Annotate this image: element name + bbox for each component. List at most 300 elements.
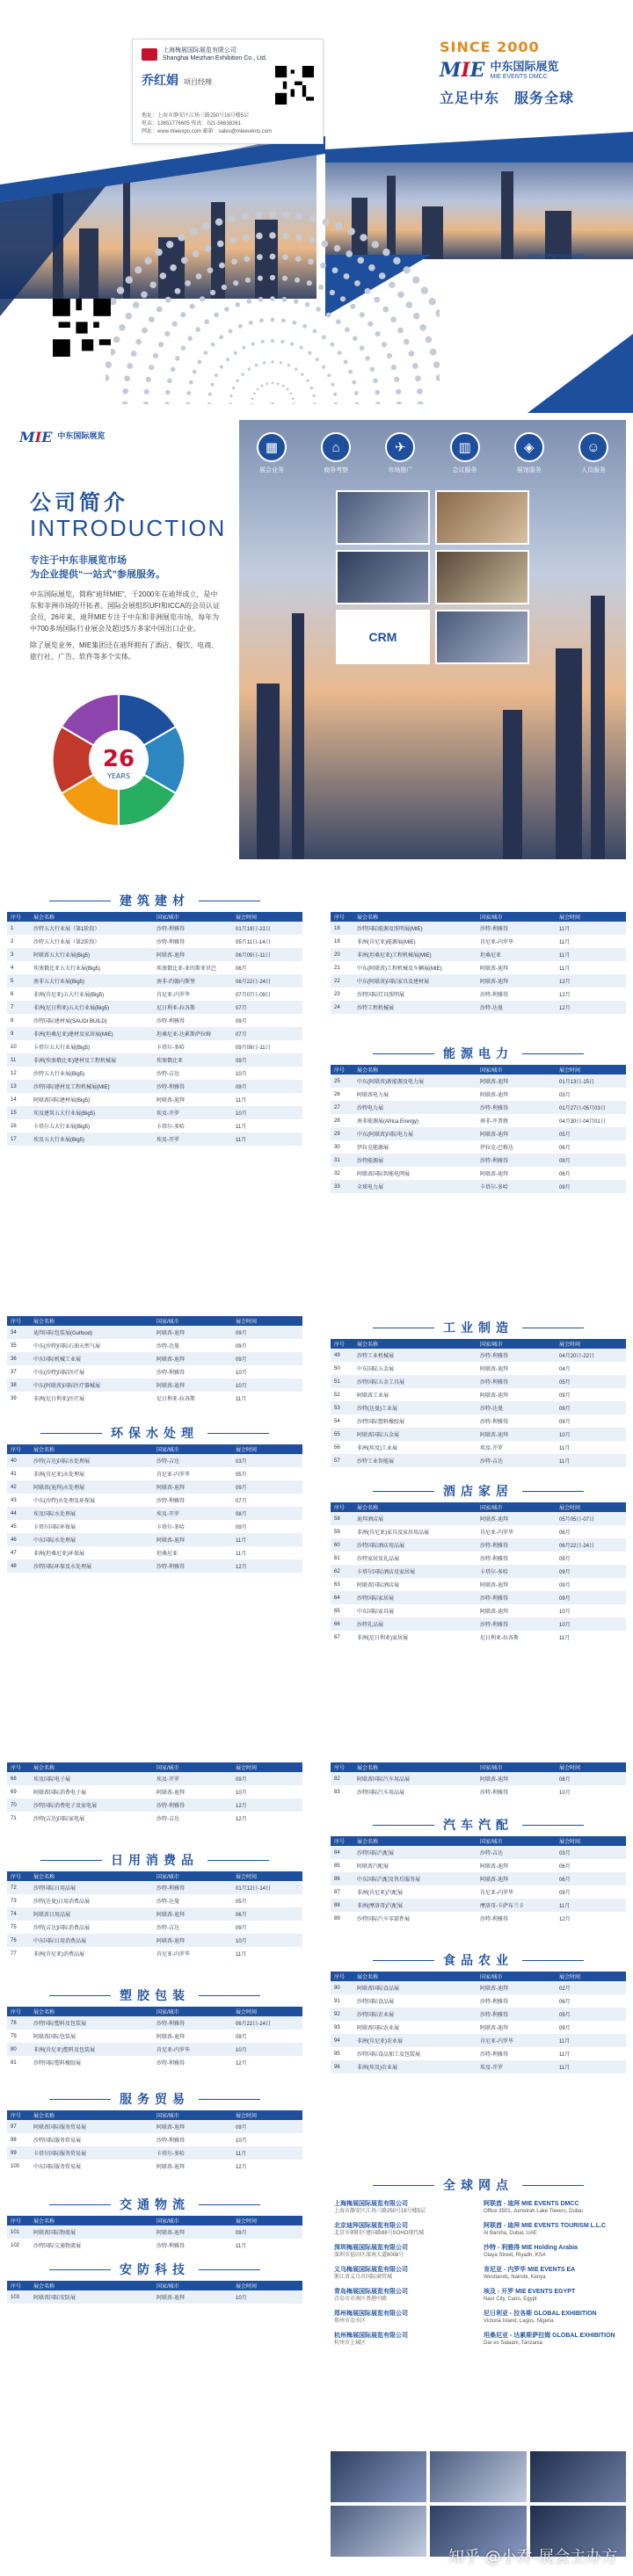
table-cell: 沙特国际农业展	[353, 2008, 477, 2021]
table-cell: 35	[11, 1342, 17, 1349]
title-rule	[522, 1960, 584, 1961]
table-header-cell: 序号	[331, 1836, 353, 1846]
table-cell: 80	[7, 2043, 30, 2056]
intro-subtitle: 专注于中东非展览市场 为企业提供“一站式”参展服务。	[30, 555, 165, 580]
table-cell: 阿联酋-迪拜	[153, 1378, 232, 1392]
people-icon: ☺	[578, 432, 608, 462]
table-row	[7, 2160, 302, 2173]
table-cell: 66	[331, 1617, 353, 1631]
table-cell: 09月	[559, 1891, 571, 1896]
table-cell: 阿联酋国际酒店展	[357, 1583, 400, 1588]
table-cell: 沙特-吉达	[477, 1454, 556, 1467]
exhibition-category	[7, 1422, 302, 1573]
table-row	[7, 1392, 302, 1405]
office-address: 浙江省义乌市国际商贸城	[334, 2275, 393, 2280]
table-cell: 沙特-利雅得	[480, 1917, 508, 1922]
table-cell: 20	[331, 948, 353, 961]
table-cell: 03月	[232, 1454, 302, 1467]
table-cell: 沙特-利雅得	[156, 2061, 185, 2066]
table-cell: 沙特国际环保及水处理展	[30, 1559, 153, 1573]
table-cell: 07月	[236, 1499, 247, 1504]
table-cell: 沙特家居及礼品展	[357, 1557, 400, 1562]
table-row	[7, 1093, 302, 1106]
mie-logo-icon: MIE	[19, 429, 53, 445]
table-cell: 05月11日-14日	[236, 940, 271, 945]
table-header-cell: 展会名称	[30, 1444, 153, 1454]
table-row	[7, 2225, 302, 2239]
table-cell: 沙特(达曼)日用消费品展	[33, 1899, 90, 1905]
table-cell: 38	[7, 1378, 30, 1392]
table-cell: 非洲(摩洛哥)汽配展	[353, 1899, 477, 1912]
table-cell: 非洲(尼日利亚)家居展	[357, 1636, 408, 1641]
table-cell: 沙特五大行业展（第1阶段）	[30, 922, 153, 935]
table-cell: 09月	[556, 1565, 626, 1578]
table-cell: 29	[331, 1127, 353, 1140]
table-header-cell: 展会名称	[353, 1762, 477, 1772]
table-cell: 沙特-利雅得	[153, 2016, 232, 2030]
cover-slogan: 立足中东 服务全球	[440, 90, 575, 106]
table-cell: 沙特-吉达	[153, 1454, 232, 1467]
table-cell: 阿联酋-迪拜	[477, 1772, 556, 1785]
table-header-cell: 国家/城市	[477, 1502, 556, 1512]
intro-title-cn: 公司简介	[30, 490, 128, 515]
office-address: 郑州市金水区	[334, 2319, 367, 2324]
table-cell: 沙特-利雅得	[156, 1371, 185, 1376]
table-cell: 73	[11, 1898, 17, 1904]
table-cell: 06月	[559, 2000, 571, 2005]
table-cell: 10月	[559, 1610, 571, 1615]
table-cell: 55	[331, 1428, 353, 1441]
office-name: 埃及 - 开罗 MIE EVENTS EGYPT	[484, 2289, 576, 2295]
table-cell: 埃及-开罗	[480, 1446, 503, 1451]
table-cell: 阿联酋-迪拜	[480, 966, 508, 972]
table-cell: 中东(沙特)水处理及环保展	[33, 1499, 95, 1504]
table-cell: 09月	[232, 1326, 302, 1339]
zhihu-watermark: 知乎 @小乔-展会主办方	[448, 2548, 618, 2566]
table-cell: 25	[331, 1075, 353, 1088]
table-cell: 48	[7, 1559, 30, 1573]
office-name: 坦桑尼亚 - 达累斯萨拉姆 GLOBAL EXHIBITION	[484, 2333, 615, 2339]
table-cell: 埃及国际水处理展	[30, 1507, 153, 1520]
brochure-cover	[0, 0, 633, 413]
table-row	[7, 1480, 302, 1494]
exhibition-category	[7, 1984, 302, 2069]
table-cell: 非洲(尼日利亚)五大行业展(Big5)	[30, 1001, 153, 1014]
table-cell: 65	[334, 1608, 340, 1614]
title-rule	[373, 1825, 434, 1826]
service-label: 人员服务	[580, 467, 606, 474]
table-cell: 阿联酋日用品展	[30, 1907, 153, 1921]
table-cell: 中东国际水处理展	[30, 1533, 153, 1546]
table-cell: 12	[11, 1070, 17, 1076]
table-cell: 阿联酋-迪拜	[480, 1583, 508, 1588]
table-cell: 阿联酋-迪拜	[153, 2225, 232, 2239]
table-header-cell: 展会名称	[30, 2007, 153, 2016]
table-row	[7, 1339, 302, 1352]
table-cell: 非洲(肯尼亚)农业展	[353, 2034, 477, 2047]
table-cell: 16	[11, 1123, 17, 1129]
table-cell: 49	[331, 1349, 353, 1362]
table-cell: 非洲(埃及)农业展	[353, 2060, 477, 2073]
table-cell: 中东国际日用消费品展	[30, 1934, 153, 1947]
table-header-cell: 展会时间	[232, 1871, 302, 1881]
table-cell: 11	[7, 1053, 30, 1067]
dot-pattern-decoration	[106, 202, 440, 404]
table-header-cell: 国家/城市	[153, 2281, 232, 2290]
table-header-cell: 国家/城市	[153, 2007, 232, 2016]
table-row	[7, 988, 302, 1001]
table-row	[7, 1947, 302, 1960]
table-cell: 阿联酋工业展	[357, 1393, 389, 1399]
table-cell: 10月	[232, 1106, 302, 1119]
title-rule	[207, 1433, 269, 1434]
table-cell: 中东国际五金展	[357, 1367, 395, 1372]
table-row	[331, 1415, 626, 1428]
table-cell: 阿联酋-迪拜	[153, 1480, 232, 1494]
table-cell: 阿联酋国际服务贸易展	[30, 2120, 153, 2133]
intro-logo	[19, 429, 105, 445]
table-cell: 09月	[556, 2008, 626, 2021]
company-logo-icon	[142, 48, 157, 61]
table-cell: 11月	[556, 1454, 626, 1467]
table-cell: 沙特-利雅得	[156, 2138, 185, 2144]
table-cell: 沙特国际能源及照明展(MIE)	[353, 922, 477, 935]
exhibition-category	[331, 1480, 626, 1644]
table-cell: 阿联酋国际建材展(Big5)	[33, 1098, 91, 1103]
table-row	[331, 1088, 626, 1101]
office-name: 阿联酋 - 迪拜 MIE EVENTS TOURISM L.L.C	[484, 2223, 607, 2229]
table-header-row	[7, 1444, 302, 1454]
table-cell: 沙特国际日用品展	[30, 1881, 153, 1894]
cover-brand	[440, 39, 624, 107]
table-cell: 尼日利亚-拉各斯	[156, 1397, 195, 1402]
table-cell: 阿联酋-迪拜	[156, 2035, 185, 2040]
table-cell: 埃及-开罗	[153, 1106, 232, 1119]
title-rule	[207, 1860, 269, 1861]
exhibition-table	[7, 1444, 302, 1573]
card-person-name: 乔红娟	[142, 74, 178, 88]
table-row	[7, 1027, 302, 1040]
category-title-text: 食品农业	[443, 1954, 513, 1968]
table-row	[331, 1180, 626, 1193]
table-cell: 中东国际机械工业展	[30, 1352, 153, 1365]
table-cell: 58	[331, 1512, 353, 1525]
exhibition-category	[331, 1042, 626, 1193]
table-header-cell: 展会名称	[30, 1762, 153, 1772]
title-rule	[373, 1491, 434, 1492]
table-cell: 阿联酋五大行业展(Big5)	[30, 948, 153, 961]
table-cell: 12月	[236, 2165, 247, 2170]
table-cell: 11月	[236, 2244, 247, 2249]
building-icon: ▥	[450, 432, 480, 462]
exhibition-category	[331, 1813, 626, 1925]
table-cell: 03月	[556, 1846, 626, 1859]
table-cell: 坦桑尼亚	[477, 948, 556, 961]
office-address: Office 3501, Jumeirah Lake Towers, Dubai	[484, 2209, 583, 2214]
table-cell: 卡塔尔-多哈	[156, 1046, 185, 1051]
table-cell: 53	[331, 1401, 353, 1415]
table-cell: 埃及国际电子展	[30, 1772, 153, 1785]
hub-years-number: 26	[102, 746, 135, 772]
table-cell: 10月	[236, 1072, 247, 1077]
table-cell: 06月22日-24日	[232, 974, 302, 988]
exhibition-table	[7, 2007, 302, 2069]
table-row	[331, 1591, 626, 1604]
table-header-cell: 序号	[7, 1871, 30, 1881]
table-row	[331, 1167, 626, 1180]
table-row	[7, 1785, 302, 1798]
cover-website: www.miegroups.com	[528, 253, 585, 259]
table-cell: 沙特-利雅得	[153, 1881, 232, 1894]
table-cell: 59	[334, 1529, 340, 1535]
office-address: Olaya Street, Riyadh, KSA	[484, 2253, 546, 2258]
table-cell: 沙特国际酒店用品展	[353, 1538, 477, 1552]
table-cell: 阿联酋国际消费电子展	[33, 1791, 87, 1796]
table-cell: 11月	[232, 1533, 302, 1546]
title-rule	[373, 1053, 434, 1054]
table-cell: 沙特(吉达)国际消费品展	[33, 1926, 90, 1931]
exhibition-table	[7, 1871, 302, 1960]
table-row	[331, 2021, 626, 2034]
table-cell: 97	[7, 2120, 30, 2133]
table-row	[7, 2043, 302, 2056]
table-cell: 01月12日-14日	[232, 1881, 302, 1894]
table-cell: 71	[11, 1815, 17, 1821]
category-title	[331, 1480, 626, 1502]
table-cell: 卡塔尔-多哈	[156, 1525, 185, 1530]
table-cell: 沙特-吉达	[156, 1072, 179, 1077]
table-row	[7, 1881, 302, 1894]
event-photo	[336, 490, 430, 545]
table-header-cell: 序号	[7, 1444, 30, 1454]
table-row	[331, 2047, 626, 2060]
table-cell: 91	[334, 1998, 340, 2004]
office-entry	[484, 2288, 624, 2303]
plane-icon: ✈	[385, 432, 415, 462]
table-cell: 09月	[559, 1420, 571, 1425]
table-cell: 阿联酋-迪拜	[156, 1098, 185, 1103]
table-cell: 74	[7, 1907, 30, 1921]
hotel-icon: ⌂	[321, 432, 351, 462]
table-cell: 阿联酋-迪拜	[480, 1093, 508, 1098]
exhibition-category	[331, 1316, 626, 1467]
table-cell: 37	[11, 1369, 17, 1375]
table-row	[331, 1140, 626, 1154]
table-row	[331, 1617, 626, 1631]
table-cell: 阿联酋-迪拜	[480, 1172, 508, 1177]
table-row	[331, 1538, 626, 1552]
table-cell: 13	[7, 1080, 30, 1093]
table-cell: 沙特-达曼	[156, 1344, 179, 1350]
office-name: 阿联酋 - 迪拜 MIE EVENTS DMCC	[484, 2201, 579, 2207]
exhibition-category	[331, 1949, 626, 2073]
table-row	[331, 1101, 626, 1114]
table-cell: 肯尼亚-内罗毕	[153, 2043, 232, 2056]
footer-photo-strip	[331, 2451, 626, 2557]
table-cell: 沙特-利雅得	[156, 940, 185, 945]
table-cell: 沙特-利雅得	[477, 1591, 556, 1604]
card-web-email: 网址：www.mieexpo.com 邮箱：sales@mieevents.com	[142, 129, 273, 134]
table-cell: 96	[331, 2060, 353, 2073]
category-title	[331, 1949, 626, 1972]
table-cell: 72	[7, 1881, 30, 1894]
table-header-cell: 展会名称	[353, 1972, 477, 1981]
category-title-text: 塑胶包装	[120, 1989, 190, 2003]
table-header-cell: 展会名称	[353, 1065, 477, 1075]
table-cell: 92	[331, 2008, 353, 2021]
table-cell: 12月	[559, 1917, 571, 1922]
table-cell: 100	[11, 2163, 20, 2169]
table-cell: 南非-约翰内斯堡	[153, 974, 232, 988]
table-cell: 沙特-利雅得	[477, 2008, 556, 2021]
table-header-cell: 展会时间	[232, 2110, 302, 2120]
table-cell: 02月	[556, 1981, 626, 1994]
table-row	[331, 1401, 626, 1415]
table-row	[7, 2120, 302, 2133]
table-cell: 11月	[556, 2060, 626, 2073]
table-cell: 12月	[556, 1001, 626, 1014]
table-cell: 68	[7, 1772, 30, 1785]
table-header-cell: 序号	[7, 2007, 30, 2016]
table-cell: 26	[334, 1091, 340, 1097]
table-cell: 7	[7, 1001, 30, 1014]
table-header-cell: 展会时间	[232, 2216, 302, 2225]
table-row	[331, 1362, 626, 1375]
table-header-row	[7, 1316, 302, 1326]
table-row	[331, 1846, 626, 1859]
table-cell: 102	[11, 2242, 20, 2248]
table-cell: 沙特国际交通物流展	[33, 2244, 82, 2249]
table-cell: 非洲(肯尼亚)水处理展	[33, 1473, 84, 1478]
table-cell: 10	[11, 1044, 17, 1050]
table-header-row	[331, 912, 626, 922]
table-cell: 沙特工业机械展	[353, 1349, 477, 1362]
table-cell: 41	[11, 1471, 17, 1477]
table-cell: 埃塞俄比亚	[153, 1053, 232, 1067]
table-cell: 88	[331, 1899, 353, 1912]
table-cell: 07月	[232, 1001, 302, 1014]
service-item	[376, 432, 424, 474]
table-cell: 06月	[559, 1864, 571, 1870]
title-rule	[199, 1995, 260, 1996]
table-row	[331, 1785, 626, 1798]
table-cell: 沙特-吉达	[477, 1846, 556, 1859]
table-header-cell: 序号	[7, 2281, 30, 2290]
table-row	[331, 1441, 626, 1454]
table-cell: 阿联酋-迪拜	[480, 1367, 508, 1372]
table-cell: 09月	[559, 1583, 571, 1588]
table-row	[7, 1040, 302, 1053]
table-header-cell: 国家/城市	[153, 2110, 232, 2120]
table-row	[331, 1885, 626, 1899]
table-cell: 08月	[556, 1772, 626, 1785]
office-address: 杭州市上城区	[334, 2341, 367, 2346]
table-cell: 10月	[556, 1428, 626, 1441]
table-cell: 05月	[556, 1127, 626, 1140]
table-cell: 27	[331, 1101, 353, 1114]
table-cell: 09月	[556, 1180, 626, 1193]
table-cell: 84	[331, 1846, 353, 1859]
table-cell: 54	[334, 1418, 340, 1424]
table-header-cell: 展会时间	[232, 1316, 302, 1326]
table-cell: 阿联酋-迪拜	[153, 1533, 232, 1546]
table-cell: 迪拜国际包装展(Gulfood)	[30, 1326, 153, 1339]
table-cell: 04月	[559, 1367, 571, 1372]
table-cell: 12月	[556, 974, 626, 988]
table-cell: 15	[7, 1106, 30, 1119]
category-title-text: 工业制造	[443, 1321, 513, 1335]
card-person-role: 项目经理	[184, 78, 212, 86]
table-cell: 沙特-利雅得	[477, 1154, 556, 1167]
table-cell: 11月	[556, 1899, 626, 1912]
table-cell: 沙特国际食品加工及包装展	[357, 2052, 421, 2058]
table-cell: 56	[334, 1444, 340, 1451]
table-cell: 61	[334, 1555, 340, 1561]
office-entry	[484, 2332, 624, 2347]
table-row	[7, 2016, 302, 2030]
table-cell: 09月	[232, 1080, 302, 1093]
table-header-cell: 展会时间	[232, 2007, 302, 2016]
table-cell: 09月	[232, 1352, 302, 1365]
table-header-cell: 展会名称	[30, 2110, 153, 2120]
exhibition-table	[331, 1502, 626, 1644]
service-label: 会议服务	[452, 467, 477, 474]
offices-right-list	[484, 2200, 624, 2354]
table-row	[331, 1512, 626, 1525]
table-cell: 01月13日-15日	[556, 1075, 626, 1088]
table-row	[7, 1772, 302, 1785]
table-cell: 01月27日-05月03日	[556, 1101, 626, 1114]
table-header-cell: 展会时间	[232, 2281, 302, 2290]
table-cell: 34	[7, 1326, 30, 1339]
table-row	[7, 961, 302, 974]
table-cell: 南非能源展(Africa Energy)	[357, 1119, 419, 1125]
table-header-cell: 国家/城市	[477, 1972, 556, 1981]
exhibition-table	[7, 1762, 302, 1825]
office-name: 肯尼亚 - 内罗毕 MIE EVENTS EA	[484, 2267, 576, 2273]
table-row	[7, 1378, 302, 1392]
table-cell: 沙特-利雅得	[153, 1080, 232, 1093]
office-address: Nasr City, Cairo, Egypt	[484, 2297, 537, 2302]
business-card	[132, 39, 324, 144]
table-cell: 87	[334, 1889, 340, 1895]
table-cell: 埃及五大行业展(Big5)	[30, 1132, 153, 1146]
table-cell: 46	[7, 1533, 30, 1546]
table-cell: 09月	[559, 1557, 571, 1562]
table-cell: 中东(沙特)国际医疗展	[33, 1371, 84, 1376]
table-cell: 埃及-开罗	[477, 2060, 556, 2073]
table-cell: 09月	[232, 1053, 302, 1067]
office-address: 青岛市市南区香港中路	[334, 2297, 388, 2302]
table-header-cell: 展会时间	[232, 1444, 302, 1454]
intro-body	[30, 589, 223, 662]
table-cell: 卡塔尔国际酒店及家居展	[353, 1565, 477, 1578]
table-header-cell: 序号	[331, 1065, 353, 1075]
table-row	[7, 1014, 302, 1027]
table-cell: 肯尼亚-内罗毕	[480, 940, 513, 945]
table-cell: 9	[7, 1027, 30, 1040]
table-cell: 06月	[559, 1530, 571, 1536]
exhibition-table	[331, 1836, 626, 1925]
table-cell: 南非五大行业展(Big5)	[30, 974, 153, 988]
table-cell: 阿联酋-迪拜	[153, 948, 232, 961]
table-cell: 32	[334, 1170, 340, 1176]
table-header-cell: 国家/城市	[477, 1065, 556, 1075]
table-row	[7, 1546, 302, 1559]
table-cell: 肯尼亚-内罗毕	[156, 1952, 190, 1957]
table-cell: 非洲(肯尼亚)能源展(MIE)	[357, 940, 416, 945]
table-cell: 09月	[232, 2225, 302, 2239]
